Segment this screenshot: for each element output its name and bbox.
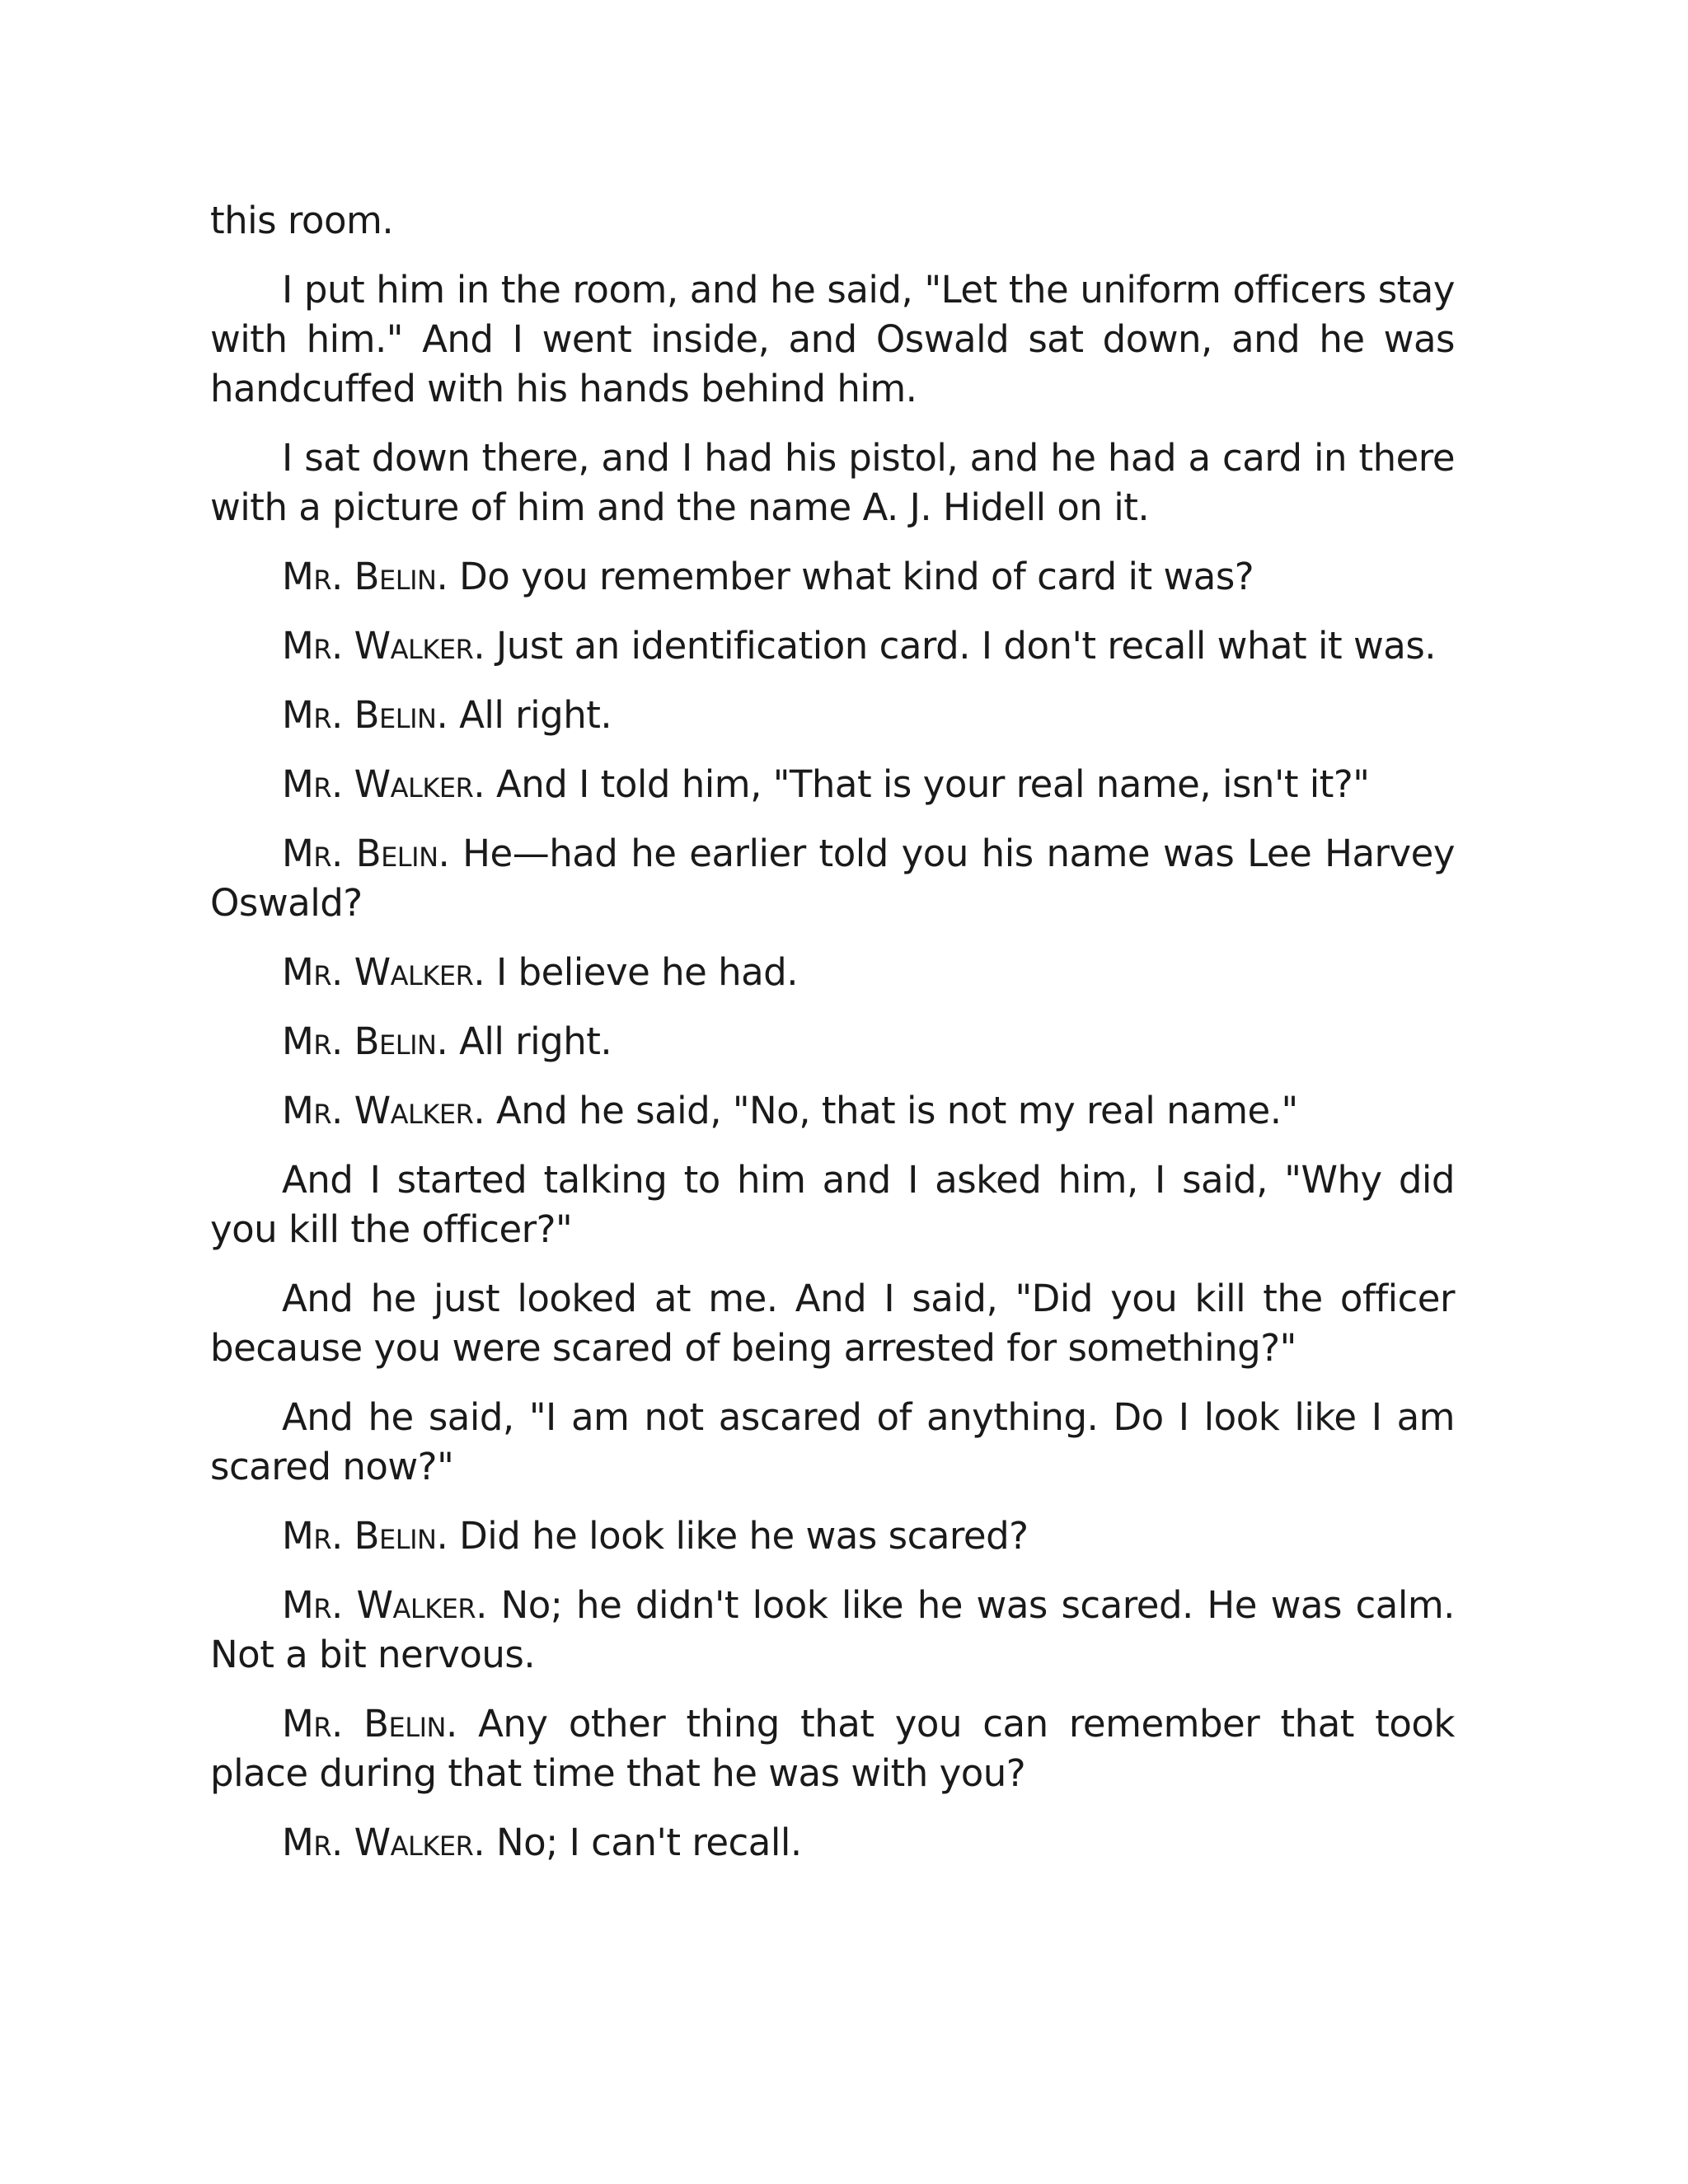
testimony-text: No; he didn't look like he was scared. He was calm. Not a bit nervous. — [210, 1583, 1455, 1676]
speaker-name: Mr. Walker — [282, 624, 474, 668]
testimony-text: And I told him, "That is your real name, isn't it?" — [495, 762, 1370, 806]
paragraph — [210, 1155, 1455, 1254]
paragraph-text: And he said, "I am not ascared of anything. Do I look like I am scared now?" — [210, 1395, 1455, 1488]
testimony-line: Mr. Belin. Did he look like he was scared? — [282, 1514, 1029, 1558]
testimony-text: No; I can't recall. — [495, 1821, 802, 1864]
transcript-page — [210, 196, 1455, 1887]
testimony-text: Any other thing that you can remember that took place during that time that he was with you? — [210, 1702, 1455, 1795]
paragraph — [210, 1393, 1455, 1492]
testimony-text: I believe he had. — [495, 950, 799, 994]
testimony-line: Mr. Belin. All right. — [282, 1019, 612, 1063]
paragraph-text: And I started talking to him and I asked him, I said, "Why did you kill the officer?" — [210, 1158, 1455, 1251]
speaker-name: Mr. Belin — [282, 832, 438, 875]
paragraph-text: And he just looked at me. And I said, "Did you kill the officer because you were scared of being arrested for something?" — [210, 1277, 1455, 1370]
testimony-line: Mr. Walker. I believe he had. — [282, 950, 799, 994]
testimony-text: Do you remember what kind of card it was? — [459, 555, 1254, 598]
testimony-text: Did he look like he was scared? — [459, 1514, 1029, 1558]
paragraph — [210, 196, 1455, 246]
speaker-name: Mr. Walker — [282, 762, 474, 806]
speaker-name: Mr. Walker — [282, 1089, 474, 1132]
testimony-line: Mr. Walker. And I told him, "That is your real name, isn't it?" — [282, 762, 1370, 806]
testimony-text: All right. — [459, 1019, 612, 1063]
paragraph — [210, 1274, 1455, 1373]
testimony-line: Mr. Belin. All right. — [282, 693, 612, 737]
testimony-text: And he said, "No, that is not my real name." — [495, 1089, 1298, 1132]
speaker-name: Mr. Belin — [282, 693, 437, 737]
testimony-line: Mr. Walker. No; he didn't look like he was scared. He was calm. Not a bit nervous. — [210, 1583, 1455, 1676]
speaker-name: Mr. Belin — [282, 555, 437, 598]
testimony-line: Mr. Walker. No; I can't recall. — [282, 1821, 802, 1864]
speaker-name: Mr. Belin — [282, 1702, 446, 1746]
speaker-name: Mr. Walker — [282, 1821, 474, 1864]
testimony-line: Mr. Belin. Do you remember what kind of card it was? — [282, 555, 1254, 598]
testimony-line: Mr. Walker. And he said, "No, that is not my real name." — [282, 1089, 1298, 1132]
speaker-name: Mr. Walker — [282, 1583, 476, 1627]
testimony-text: He—had he earlier told you his name was Lee Harvey Oswald? — [210, 832, 1455, 925]
speaker-name: Mr. Walker — [282, 950, 474, 994]
testimony-line: Mr. Walker. Just an identification card. I don't recall what it was. — [282, 624, 1437, 668]
paragraph-text: I sat down there, and I had his pistol, and he had a card in there with a picture of him and the name A. J. Hidell on it. — [210, 436, 1455, 529]
speaker-name: Mr. Belin — [282, 1514, 437, 1558]
paragraph-text: I put him in the room, and he said, "Let the uniform officers stay with him." And I went inside, and Oswald sat down, and he was handcuffed with his hands behind him. — [210, 268, 1455, 410]
speaker-name: Mr. Belin — [282, 1019, 437, 1063]
testimony-text: Just an identification card. I don't recall what it was. — [495, 624, 1437, 668]
testimony-text: All right. — [459, 693, 612, 737]
paragraph-text: this room. — [210, 199, 394, 242]
testimony-line: Mr. Belin. Any other thing that you can remember that took place during that time that he was with you? — [210, 1702, 1455, 1795]
paragraph — [210, 434, 1455, 532]
paragraph — [210, 265, 1455, 414]
testimony-line: Mr. Belin. He—had he earlier told you his name was Lee Harvey Oswald? — [210, 832, 1455, 925]
